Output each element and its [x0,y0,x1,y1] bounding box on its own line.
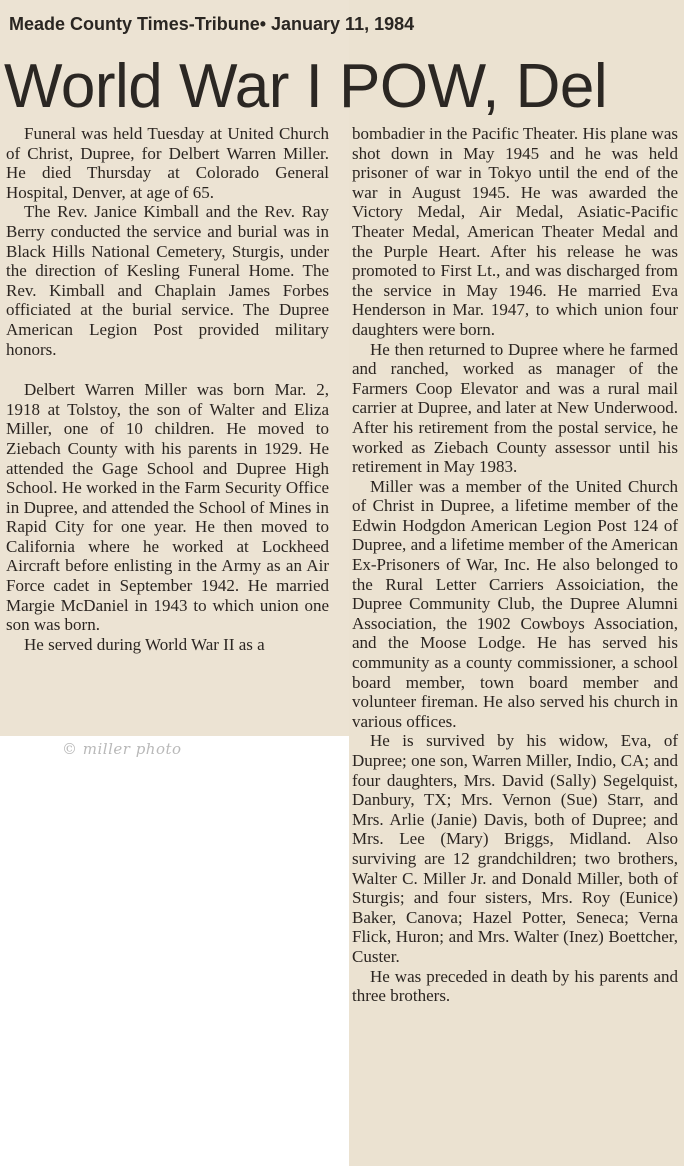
article-right-column [352,124,678,1006]
paragraph: Miller was a member of the United Church of Christ in Dupree, a lifetime member of the Edwin Hodgdon American Legion Post 124 of Dupree, and a lifetime member of the American Ex-Prisoners of War, Inc. He also belonged to the Rural Letter Carriers Assoiciation, the Dupree Community Club, the Dupree Alumni Association, the 1902 Cowboys Association, and the Moose Lodge. He has served his community as a county commissioner, a school board member, town board member and volunteer fireman. He also served his church in various offices. [352,476,678,731]
paragraph: He served during World War II as a [24,634,265,654]
paragraph: Funeral was held Tuesday at United Church of Christ, Dupree, for Delbert Warren Miller. He died Thursday at Colorado General Hospital, Denver, at age of 65. [6,124,329,202]
paragraph: He is survived by his widow, Eva, of Dupree; one son, Warren Miller, Indio, CA; and four daughters, Mrs. David (Sally) Segelquist, Danbury, TX; Mrs. Vernon (Sue) Starr, and Mrs. Arlie (Janie) Davis, both of Dupree; and Mrs. Lee (Mary) Briggs, Midland. Also surviving are 12 grandchildren; two brothers, Walter C. Miller Jr. and Donald Miller, both of Sturgis; and four sisters, Mrs. Roy (Eunice) Baker, Canova; Hazel Potter, Seneca; Verna Flick, Huron; and Mrs. Walter (Inez) Boettcher, Custer. [352,731,678,966]
paragraph: The Rev. Janice Kimball and the Rev. Ray Berry conducted the service and burial was in Black Hills National Cemetery, Sturgis, under the direction of Kesling Funeral Home. The Rev. Kimball and Chaplain James Forbes officiated at the burial service. The Dupree American Legion Post provided military honors. [6,202,329,359]
paragraph: He was preceded in death by his parents and three brothers. [352,966,678,1006]
newspaper-masthead: Meade County Times-Tribune• January 11, 1984 [9,14,415,34]
paragraph: bombadier in the Pacific Theater. His plane was shot down in May 1945 and he was held prisoner of war in Tokyo until the end of the war in August 1945. He was awarded the Victory Medal, Air Medal, Asiatic-Pacific Theater Medal, American Theater Medal and the Purple Heart. After his release he was promoted to First Lt., and was discharged from the service in May 1946. He married Eva Henderson in Mar. 1947, to which union four daughters were born. [352,124,678,339]
photo-watermark: © miller photo [62,740,182,758]
paragraph: Delbert Warren Miller was born Mar. 2, 1918 at Tolstoy, the son of Walter and Eliza Miller, one of 10 children. He moved to Ziebach County with his parents in 1929. He attended the Gage School and Dupree High School. He worked in the Farm Security Office in Dupree, and attended the School of Mines in Rapid City for one year. He then moved to California where he worked at Lockheed Aircraft before enlisting in the Army as an Air Force cadet in September 1942. He married Margie McDaniel in 1943 to which union one son was born. [6,380,329,635]
paragraph: He then returned to Dupree where he farmed and ranched, worked as manager of the Farmers Coop Elevator and was a rural mail carrier at Dupree, and later at New Underwood. After his retirement from the postal service, he worked as Ziebach County assessor until his retirement in May 1983. [352,339,678,477]
article-left-column [6,124,329,654]
headline: World War I POW, Del [4,52,608,121]
